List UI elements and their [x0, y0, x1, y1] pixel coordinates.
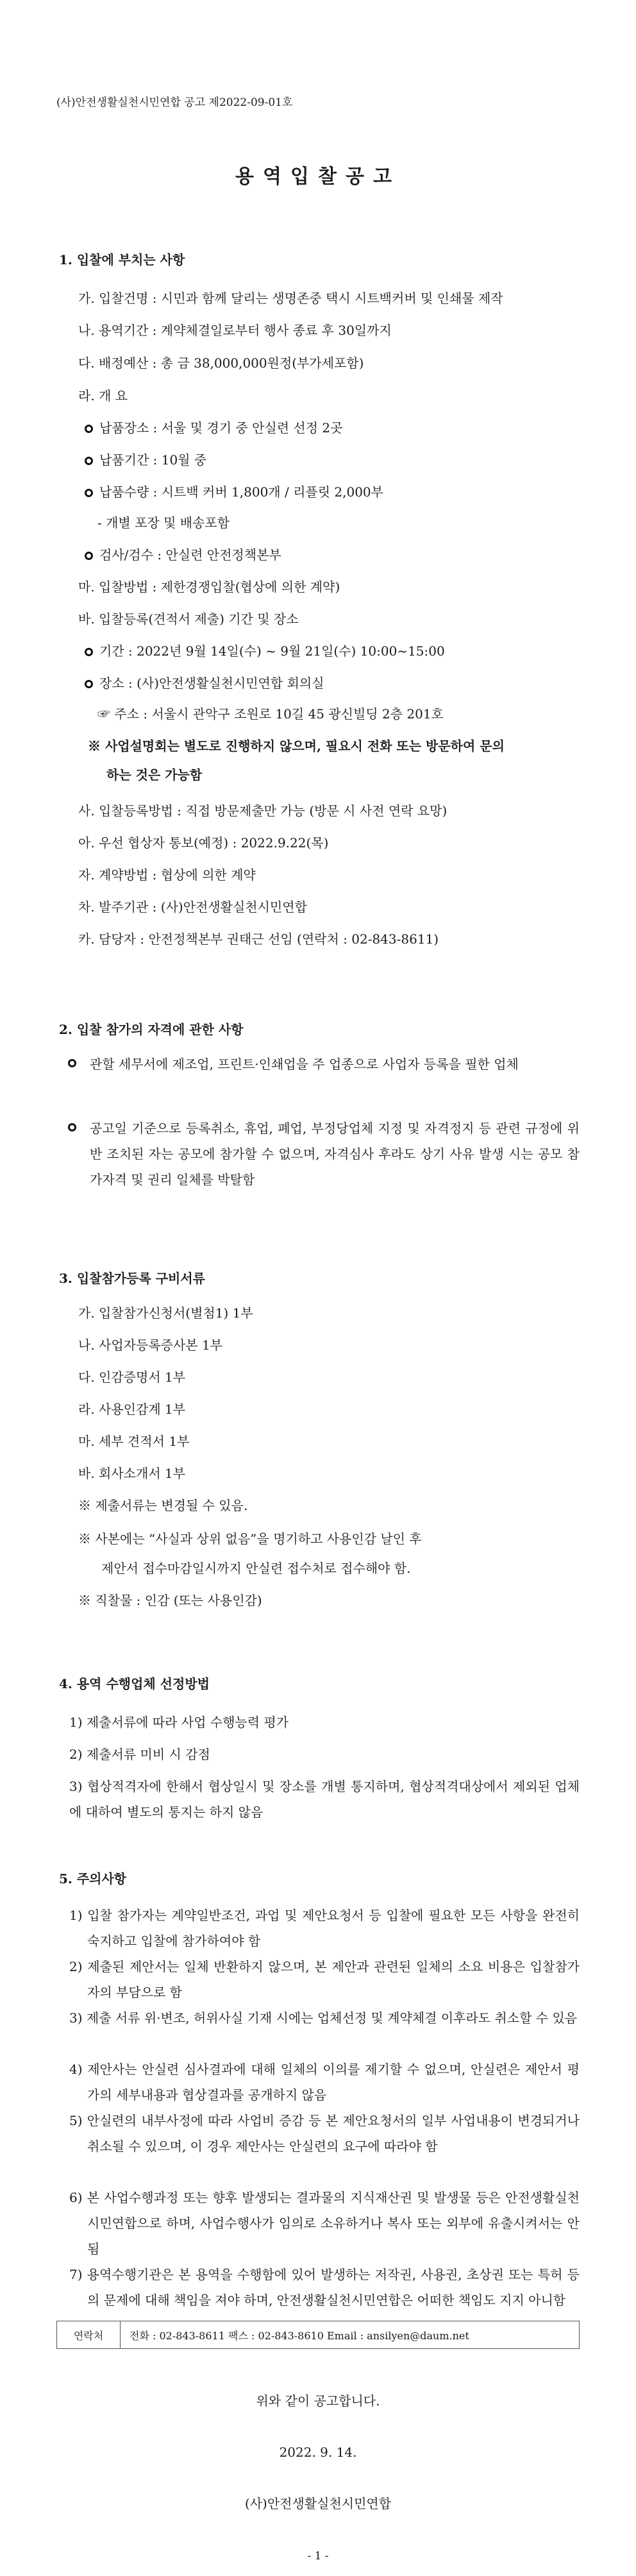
- item-registration-method: 사. 입찰등록방법 : 직접 방문제출만 가능 (방문 시 사전 연락 요망): [78, 803, 448, 818]
- circle-bullet-icon: [85, 457, 93, 465]
- contact-box: [56, 2321, 580, 2349]
- qualification-item: 관할 세무서에 제조업, 프린트·인쇄업을 주 업종으로 사업자 등록을 필한 업체: [90, 1056, 519, 1072]
- registration-place: 장소 : (사)안전생활실천시민연합 회의실: [85, 675, 324, 691]
- item-period: 나. 용역기간 : 계약체결일로부터 행사 종료 후 30일까지: [78, 323, 392, 338]
- issuing-organization: (사)안전생활실천시민연합: [244, 2496, 392, 2511]
- briefing-note: ※ 사업설명회는 별도로 진행하지 않으며, 필요시 전화 또는 방문하여 문의: [88, 738, 505, 754]
- documents-note: ※ 제출서류는 변경될 수 있음.: [78, 1498, 248, 1513]
- circle-bullet-icon: [85, 489, 93, 497]
- contact-info: 전화 : 02-843-8611 팩스 : 02-843-8610 Email : ansilyen@daum.net: [130, 2329, 469, 2342]
- seal-note: ※ 직찰물 : 인감 (또는 사용인감): [78, 1593, 262, 1608]
- page-title: 용역입찰공고: [235, 165, 401, 188]
- circle-bullet-icon: [68, 1123, 76, 1131]
- item-overview: 라. 개 요: [78, 388, 128, 403]
- circle-bullet-icon: [85, 552, 93, 560]
- section-2-heading: 2. 입찰 참가의 자격에 관한 사항: [59, 1022, 244, 1037]
- document-item: 바. 회사소개서 1부: [78, 1466, 186, 1481]
- caution-item: 5) 안실련의 내부사정에 따라 사업비 증감 등 본 제안요청서의 일부 사업내용이 변경되거나 취소될 수 있으며, 이 경우 제안사는 안실련의 요구에 따라야 함: [69, 2113, 580, 2154]
- caution-item: 4) 제안사는 안실련 심사결과에 대해 일체의 이의를 제기할 수 없으며, 안실련은 제안서 평가의 세부내용과 협상결과를 공개하지 않음: [69, 2062, 580, 2103]
- overview-inspection: 검사/검수 : 안실련 안전정책본부: [85, 547, 281, 563]
- overview-packaging: - 개별 포장 및 배송포함: [97, 515, 230, 530]
- caution-item: 7) 용역수행기관은 본 용역을 수행함에 있어 발생하는 저작권, 사용권, 초상권 또는 특허 등의 문제에 대해 책임을 져야 하며, 안전생활실천시민연합은 어떠한 책임도 지지 아니함: [69, 2267, 580, 2308]
- copy-note-cont: 제안서 접수마감일시까지 안실련 접수처로 접수해야 함.: [101, 1561, 411, 1576]
- qualification-item: 공고일 기준으로 등록취소, 휴업, 폐업, 부정당업체 지정 및 자격정지 등 관련 규정에 위반 조치된 자는 공모에 참가할 수 없으며, 자격심사 후라도 상기 사유 발생 시는 공모 참가자격 및 권리 일체를 박탈함: [90, 1121, 580, 1187]
- section-5-heading: 5. 주의사항: [59, 1871, 127, 1886]
- selection-item: 3) 협상적격자에 한해서 협상일시 및 장소를 개별 통지하며, 협상적격대상에서 제외된 업체에 대하여 별도의 통지는 하지 않음: [69, 1779, 580, 1820]
- caution-item: 6) 본 사업수행과정 또는 향후 발생되는 결과물의 지식재산권 및 발생물 등은 안전생활실천시민연합으로 하며, 사업수행사가 임의로 소유하거나 복사 또는 외부에 유출시켜서는 안 됨: [69, 2190, 580, 2257]
- selection-item: 2) 제출서류 미비 시 감점: [69, 1747, 210, 1762]
- notice-number: (사)안전생활실천시민연합 공고 제2022-09-01호: [56, 96, 293, 109]
- circle-bullet-icon: [68, 1059, 76, 1067]
- item-ordering-agency: 차. 발주기관 : (사)안전생활실천시민연합: [78, 899, 307, 915]
- registration-period: 기간 : 2022년 9월 14일(수) ~ 9월 21일(수) 10:00~15:00: [85, 643, 445, 659]
- item-priority-notice: 아. 우선 협상자 통보(예정) : 2022.9.22(목): [78, 835, 329, 851]
- item-contract-method: 자. 계약방법 : 협상에 의한 계약: [78, 867, 256, 883]
- briefing-note-cont: 하는 것은 가능함: [106, 767, 203, 783]
- document-item: 라. 사용인감계 1부: [78, 1402, 186, 1417]
- item-contact-person: 카. 담당자 : 안전정책본부 권태근 선임 (연락처 : 02-843-8611): [78, 931, 439, 947]
- closing-statement: 위와 같이 공고합니다.: [256, 2393, 380, 2409]
- document-item: 가. 입찰참가신청서(별첨1) 1부: [78, 1305, 253, 1321]
- section-1-heading: 1. 입찰에 부치는 사항: [59, 252, 185, 267]
- overview-delivery-period: 납품기간 : 10월 중: [85, 452, 206, 468]
- item-budget: 다. 배정예산 : 총 금 38,000,000원정(부가세포함): [78, 355, 364, 371]
- section-3-heading: 3. 입찰참가등록 구비서류: [59, 1271, 206, 1286]
- overview-delivery-place: 납품장소 : 서울 및 경기 중 안실련 선정 2곳: [85, 419, 342, 436]
- selection-item: 1) 제출서류에 따라 사업 수행능력 평가: [69, 1715, 289, 1730]
- circle-bullet-icon: [85, 680, 93, 688]
- document-item: 다. 인감증명서 1부: [78, 1369, 186, 1385]
- caution-item: 2) 제출된 제안서는 일체 반환하지 않으며, 본 제안과 관련된 일체의 소요 비용은 입찰참가자의 부담으로 함: [69, 1959, 580, 2000]
- document-item: 마. 세부 견적서 1부: [78, 1434, 190, 1449]
- notice-date: 2022. 9. 14.: [279, 2445, 357, 2460]
- item-title: 가. 입찰건명 : 시민과 함께 달리는 생명존중 택시 시트백커버 및 인쇄물 제작: [78, 291, 503, 306]
- item-bid-method: 마. 입찰방법 : 제한경쟁입찰(협상에 의한 계약): [78, 579, 340, 595]
- contact-label: 연락처: [57, 2321, 121, 2348]
- document-item: 나. 사업자등록증사본 1부: [78, 1337, 222, 1353]
- section-4-heading: 4. 용역 수행업체 선정방법: [59, 1676, 210, 1691]
- item-registration: 바. 입찰등록(견적서 제출) 기간 및 장소: [78, 611, 299, 627]
- circle-bullet-icon: [85, 648, 93, 656]
- circle-bullet-icon: [85, 425, 93, 433]
- overview-delivery-quantity: 납품수량 : 시트백 커버 1,800개 / 리플릿 2,000부: [85, 484, 383, 500]
- page-number: - 1 -: [307, 2550, 329, 2563]
- registration-address: ☞ 주소 : 서울시 관악구 조원로 10길 45 광신빌딩 2층 201호: [97, 706, 444, 722]
- caution-item: 1) 입찰 참가자는 계약일반조건, 과업 및 제안요청서 등 입찰에 필요한 모든 사항을 완전히 숙지하고 입찰에 참가하여야 함: [69, 1908, 580, 1949]
- copy-note: ※ 사본에는 “사실과 상위 없음”을 명기하고 사용인감 날인 후: [78, 1531, 422, 1546]
- caution-item: 3) 제출 서류 위·변조, 허위사실 기재 시에는 업체선정 및 계약체결 이후라도 취소할 수 있음: [69, 2010, 578, 2026]
